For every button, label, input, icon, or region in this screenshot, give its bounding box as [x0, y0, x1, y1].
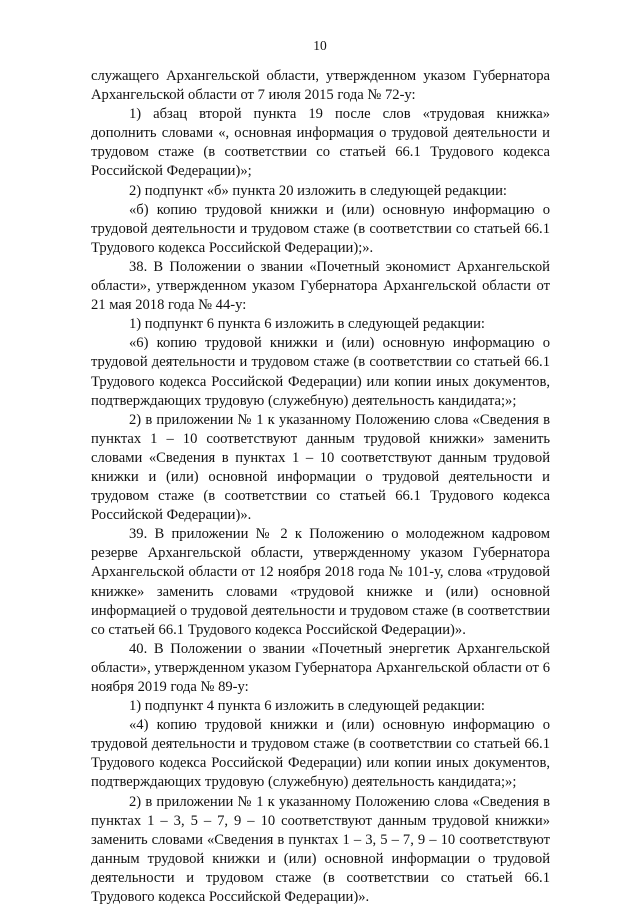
paragraph-38: 38. В Положении о звании «Почетный экономист Архангельской области», утвержденном указом Губернатора Архангельской области от 21 мая 2018 года № 44-у: [91, 258, 550, 314]
paragraph-38-item-2: 2) в приложении № 1 к указанному Положению слова «Сведения в пунктах 1 – 10 соответствуют данным трудовой книжки» заменить словами «Сведения в пунктах 1 – 10 соответствуют данным трудовой книжки и (или) основной информации о трудовой деятельности и трудовом стаже (в соответствии со статьей 66.1 Трудового кодекса Российской Федерации)». [91, 411, 550, 524]
page-number: 10 [313, 38, 327, 53]
paragraph-38-item-1-text: «6) копию трудовой книжки и (или) основную информацию о трудовой деятельности и трудовом стаже (в соответствии со статьей 66.1 Трудового кодекса Российской Федерации) или копии иных документов, подтверждающих трудовую (служебную) деятельность кандидата;»; [91, 335, 550, 409]
paragraph-37-item-1: 1) абзац второй пункта 19 после слов «трудовая книжка» дополнить словами «, основная информация о трудовой деятельности и трудовом стаже (в соответствии со статьей 66.1 Трудового кодекса Российской Федерации)»; [91, 106, 550, 180]
paragraph-40-item-1: 1) подпункт 4 пункта 6 изложить в следующей редакции: [129, 698, 485, 715]
paragraph-40: 40. В Положении о звании «Почетный энергетик Архангельской области», утвержденном указом Губернатора Архангельской области от 6 ноября 2019 года № 89-у: [91, 640, 550, 695]
paragraph-40-item-1-text: «4) копию трудовой книжки и (или) основную информацию о трудовой деятельности и трудовом стаже (в соответствии со статьей 66.1 Трудового кодекса Российской Федерации) или копии иных документов, подтверждающих трудовую (служебную) деятельность кандидата;»; [91, 717, 550, 791]
paragraph-40-item-2: 2) в приложении № 1 к указанному Положению слова «Сведения в пунктах 1 – 3, 5 – 7, 9 – 10 соответствуют данным трудовой книжки» заменить словами «Сведения в пунктах 1 – 3, 5 – 7, 9 – 10 соответствуют данным трудовой книжки и (или) основной информации о трудовой деятельности и трудовом стаже (в соответствии со статьей 66.1 Трудового кодекса Российской Федерации)». [91, 793, 550, 906]
paragraph-continuation: служащего Архангельской области, утвержденном указом Губернатора Архангельской области от 7 июля 2015 года № 72-у: [91, 68, 550, 104]
paragraph-38-item-1: 1) подпункт 6 пункта 6 изложить в следующей редакции: [129, 316, 485, 333]
document-body [91, 67, 550, 907]
paragraph-37-item-2: 2) подпункт «б» пункта 20 изложить в следующей редакции: [129, 182, 507, 199]
paragraph-37-item-2-text: «б) копию трудовой книжки и (или) основную информацию о трудовой деятельности и трудовом стаже (в соответствии со статьей 66.1 Трудового кодекса Российской Федерации);». [91, 201, 550, 256]
paragraph-39: 39. В приложении № 2 к Положению о молодежном кадровом резерве Архангельской области, утвержденному указом Губернатора Архангельской области от 12 ноября 2018 года № 101-у, слова «трудовой книжке» заменить словами «трудовой книжке и (или) основной информацией о трудовой деятельности и трудовом стаже (в соответствии со статьей 66.1 Трудового кодекса Российской Федерации)». [91, 526, 550, 638]
